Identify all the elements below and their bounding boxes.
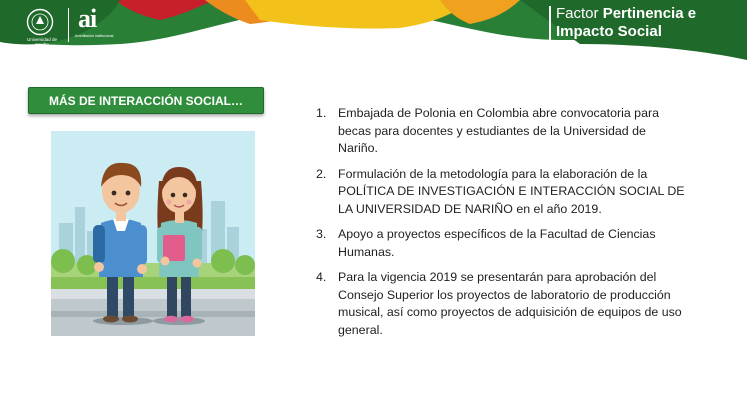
- institution-logos: [20, 6, 130, 46]
- list-item-number: 3.: [316, 227, 327, 241]
- factor-title-line-2: Impacto Social: [556, 23, 662, 40]
- logo-separator: [68, 8, 69, 42]
- list-item-number: 2.: [316, 166, 327, 181]
- list-item: [316, 269, 686, 339]
- list-item-number: 4.: [316, 270, 327, 284]
- section-tag: MÁS DE INTERACCIÓN SOCIAL…: [28, 87, 264, 114]
- list-item: [316, 105, 686, 158]
- list-item-number: 1.: [316, 106, 327, 120]
- ai-logo-caption: Acreditación Institucional: [74, 34, 114, 38]
- factor-title: [556, 5, 696, 41]
- activities-list: [316, 105, 686, 347]
- factor-prefix: Factor: [556, 5, 599, 22]
- university-name: Universidad de Nariño: [26, 37, 58, 47]
- list-item-text: Embajada de Polonia en Colombia abre convocatoria para becas para docentes y estudiantes de la Universidad de Nariño.: [338, 106, 659, 155]
- students-illustration: [51, 131, 255, 336]
- ai-logo: ai: [78, 4, 97, 33]
- university-seal-icon: [26, 8, 54, 36]
- list-item-text: Apoyo a proyectos específicos de la Facultad de Ciencias Humanas.: [338, 227, 656, 259]
- yellow-accent-wave: [245, 0, 470, 29]
- list-item-text: Formulación de la metodología para la elaboración de la POLÍTICA DE INVESTIGACIÓN E INTERACCIÓN SOCIAL DE LA UNIVERSIDAD DE NARIÑO en el año 2019.: [338, 166, 685, 216]
- list-item-text: Para la vigencia 2019 se presentarán para aprobación del Consejo Superior los proyectos de laboratorio de producción musical, así como proyectos de adquisición de equipos de uso general.: [338, 270, 682, 337]
- list-item: [316, 166, 686, 219]
- list-item: [316, 226, 686, 261]
- title-separator: [549, 6, 551, 40]
- factor-title-line-1: Pertinencia e: [602, 5, 697, 22]
